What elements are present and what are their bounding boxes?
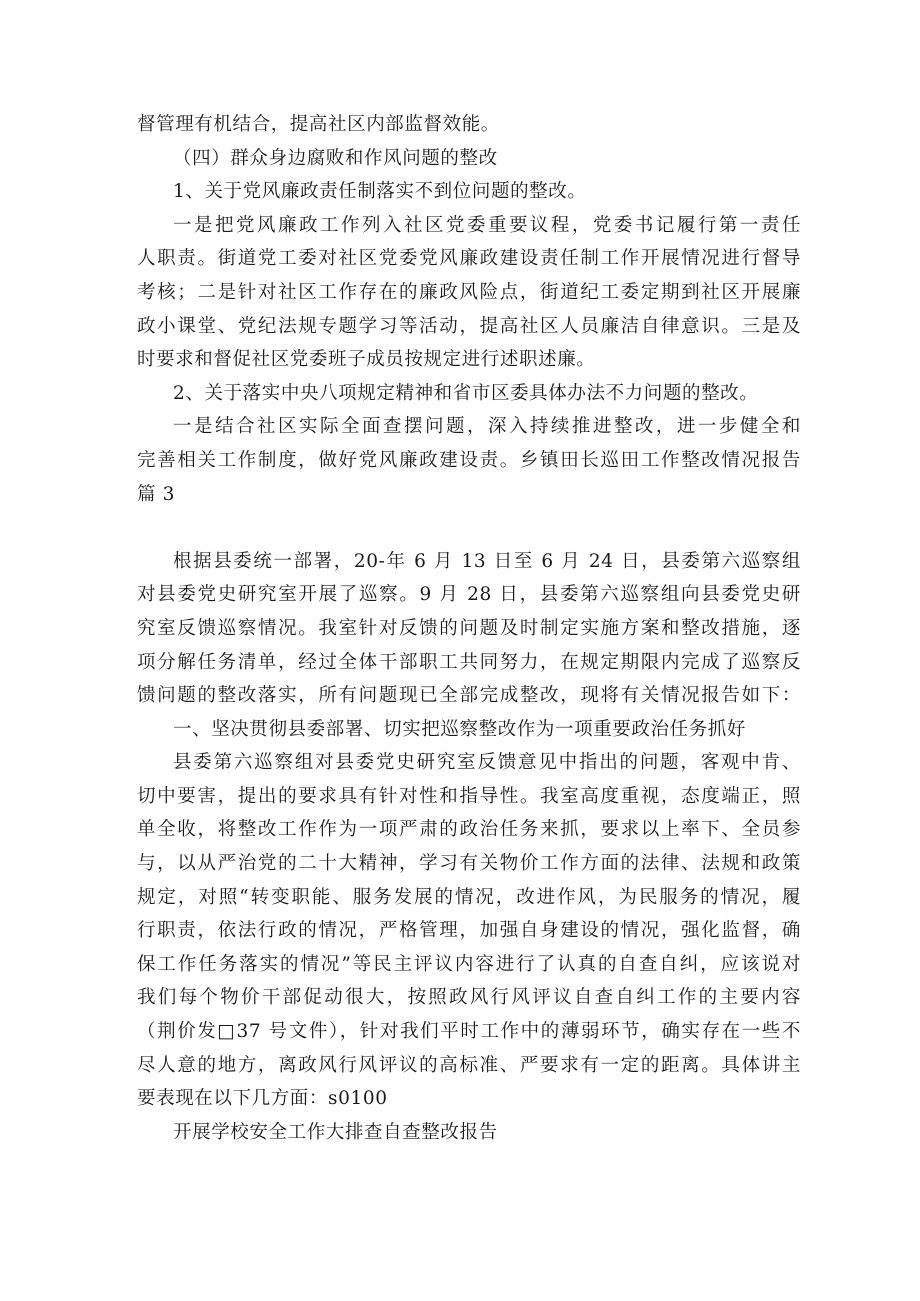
- text-line: 单全收，将整改工作作为一项严肃的政治任务来抓，要求以上率下、全员参: [137, 819, 801, 841]
- text-line: 项分解任务清单，经过全体干部职工共同努力，在规定期限内完成了巡察反: [137, 651, 801, 673]
- blank-line: [137, 511, 801, 545]
- text-line: 我们每个物价干部促动很大，按照政风行风评议自查自纠工作的主要内容: [137, 987, 801, 1009]
- text-line: （荆价发□37 号文件），针对我们平时工作中的薄弱环节，确实存在一些不: [137, 1021, 801, 1043]
- text-line: 县委第六巡察组对县委党史研究室反馈意见中指出的问题，客观中肯、: [173, 752, 801, 774]
- text-line: 时要求和督促社区党委班子成员按规定进行述职述廉。: [137, 349, 596, 371]
- document-title: 开展学校安全工作大排查自查整改报告: [173, 1121, 498, 1143]
- text-line: 督管理有机结合，提高社区内部监督效能。: [137, 114, 500, 135]
- text-line: 考核；二是针对社区工作存在的廉政风险点，街道纪工委定期到社区开展廉: [137, 281, 801, 303]
- text-line: 政小课堂、党纪法规专题学习等活动，提高社区人员廉洁自律意识。三是及: [137, 315, 801, 337]
- text-line: 一是把党风廉政工作列入社区党委重要议程，党委书记履行第一责任: [173, 214, 801, 236]
- text-line: 保工作任务落实的情况”等民主评议内容进行了认真的自查自纠，应该说对: [137, 953, 801, 975]
- text-line: 对县委党史研究室开展了巡察。9 月 28 日，县委第六巡察组向县委党史研: [137, 584, 801, 606]
- text-line: 人职责。街道党工委对社区党委党风廉政建设责任制工作开展情况进行督导: [137, 248, 801, 270]
- text-line: 一是结合社区实际全面查摆问题，深入持续推进整改，进一步健全和: [173, 416, 801, 438]
- text-line: 与，以从严治党的二十大精神，学习有关物价工作方面的法律、法规和政策: [137, 853, 801, 875]
- text-line: 行职责，依法行政的情况，严格管理，加强自身建设的情况，强化监督，确: [137, 920, 801, 942]
- document-page: [137, 108, 801, 1149]
- text-line: 尽人意的地方，离政风行风评议的高标准、严要求有一定的距离。具体讲主: [137, 1054, 801, 1076]
- text-line: 切中要害，提出的要求具有针对性和指导性。我室高度重视，态度端正，照: [137, 785, 801, 807]
- text-line: 根据县委统一部署，20-年 6 月 13 日至 6 月 24 日，县委第六巡察组: [173, 550, 801, 572]
- text-line: 篇 3: [137, 483, 175, 505]
- section-heading: 一、坚决贯彻县委部署、切实把巡察整改作为一项重要政治任务抓好: [173, 718, 747, 740]
- text-line: 究室反馈巡察情况。我室针对反馈的问题及时制定实施方案和整改措施，逐: [137, 617, 801, 639]
- text-line: 完善相关工作制度，做好党风廉政建设责。乡镇田长巡田工作整改情况报告: [137, 449, 801, 471]
- text-line: 馈问题的整改落实，所有问题现已全部完成整改，现将有关情况报告如下：: [137, 685, 801, 707]
- text-line: 规定，对照“转变职能、服务发展的情况，改进作风，为民服务的情况，履: [137, 886, 801, 908]
- sub-heading: 1、关于党风廉政责任制落实不到位问题的整改。: [173, 181, 587, 203]
- text-line: 要表现在以下几方面：s0100: [137, 1088, 388, 1110]
- sub-heading: 2、关于落实中央八项规定精神和省市区委具体办法不力问题的整改。: [173, 382, 759, 404]
- section-heading: （四）群众身边腐败和作风问题的整改: [173, 147, 498, 169]
